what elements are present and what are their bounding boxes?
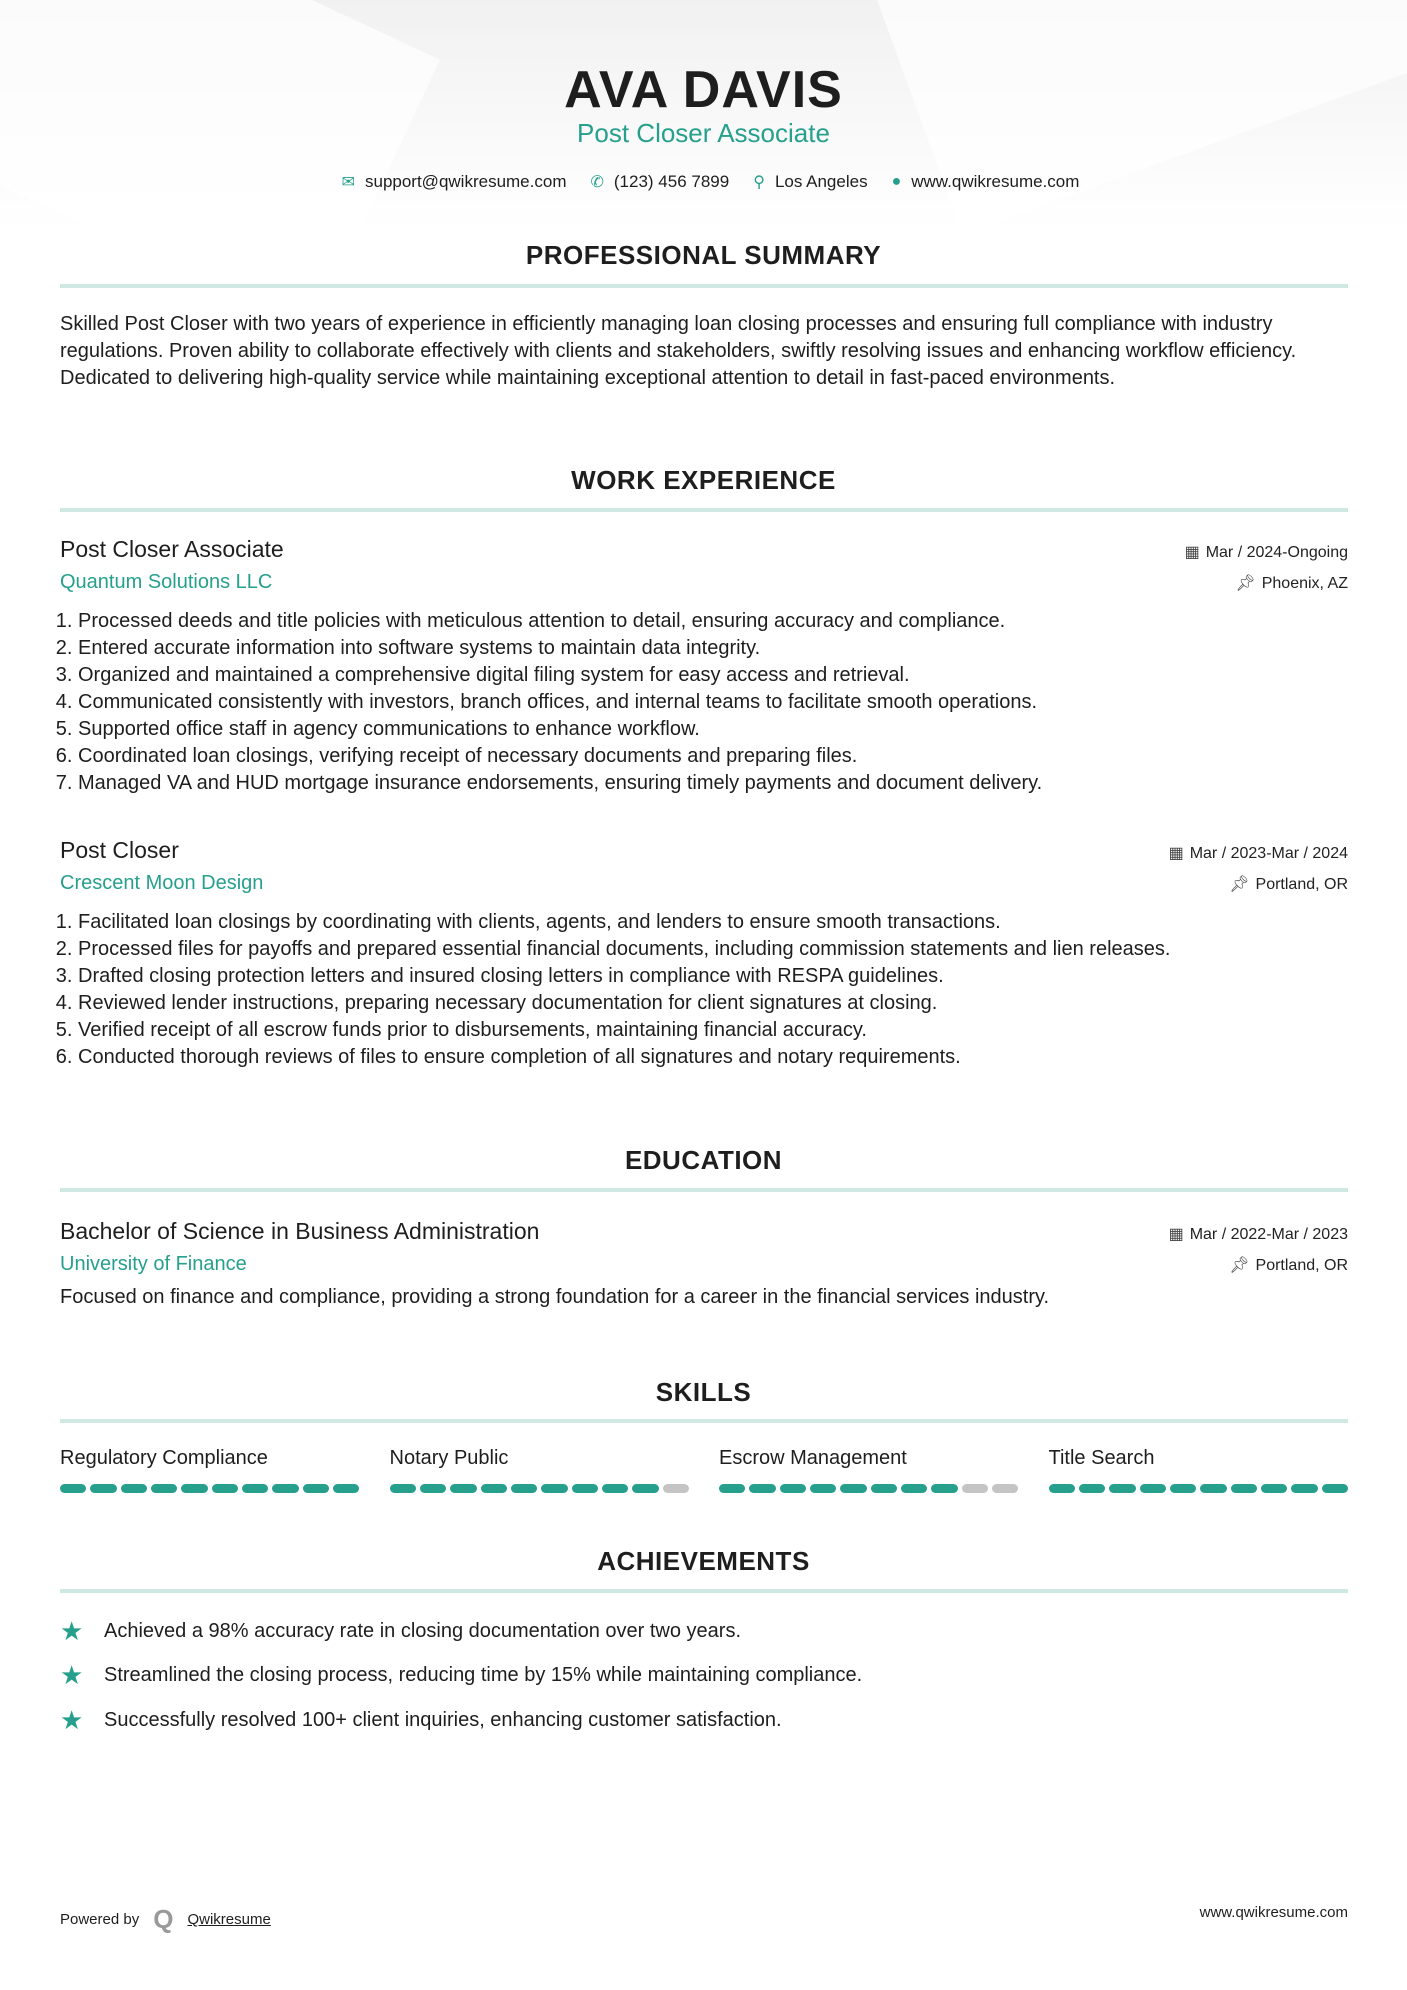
bullet: 4. Reviewed lender instructions, preparing necessary documentation for client signatures at closing.	[78, 990, 1348, 1017]
skill-level-segment	[481, 1484, 507, 1493]
skill-level-segment	[1291, 1484, 1317, 1493]
job-location: Portland, OR	[1255, 876, 1348, 893]
job-location: Phoenix, AZ	[1261, 575, 1348, 592]
star-icon: ★	[60, 1660, 84, 1690]
achievement-text: Successfully resolved 100+ client inquiries, enhancing customer satisfaction.	[104, 1709, 782, 1731]
divider	[60, 1419, 1348, 1423]
footer-powered	[60, 1904, 271, 1935]
skill-item	[719, 1447, 1019, 1493]
candidate-title: Post Closer Associate	[577, 118, 830, 148]
skill-level-segment	[1170, 1484, 1196, 1493]
skill-level-segment	[1231, 1484, 1257, 1493]
company: Crescent Moon Design	[60, 872, 264, 894]
job-bullets	[60, 608, 1348, 797]
skill-item	[1049, 1447, 1349, 1493]
pin-icon: 📌︎	[1235, 575, 1256, 592]
skill-level-bar	[719, 1484, 1019, 1493]
bullet: 1. Facilitated loan closings by coordinating with clients, agents, and lenders to ensure smooth transactions.	[78, 909, 1348, 936]
job-bullets	[60, 909, 1348, 1071]
job-title: Post Closer	[60, 837, 179, 863]
skill-name: Escrow Management	[719, 1447, 907, 1469]
bullet: 5. Verified receipt of all escrow funds prior to disbursements, maintaining financial accuracy.	[78, 1017, 1348, 1044]
skill-level-segment	[390, 1484, 416, 1493]
company: Quantum Solutions LLC	[60, 571, 273, 593]
brand-link[interactable]: Qwikresume	[187, 1911, 271, 1928]
divider	[60, 284, 1348, 288]
divider	[60, 1188, 1348, 1192]
school: University of Finance	[60, 1253, 247, 1275]
calendar-icon: ▦	[1168, 845, 1184, 862]
skill-level-segment	[1322, 1484, 1348, 1493]
achievement-text: Streamlined the closing process, reducing time by 15% while maintaining compliance.	[104, 1664, 863, 1686]
qwikresume-logo-icon: Q	[153, 1904, 174, 1934]
phone: (123) 456 7899	[613, 172, 730, 191]
skill-level-segment	[1261, 1484, 1287, 1493]
calendar-icon: ▦	[1168, 1226, 1184, 1243]
skill-level-segment	[1200, 1484, 1226, 1493]
skill-level-segment	[212, 1484, 238, 1493]
phone-icon: ✆	[590, 174, 604, 191]
skill-level-segment	[663, 1484, 689, 1493]
summary-text: Skilled Post Closer with two years of experience in efficiently managing loan closing processes and ensuring full compliance with industry regulations. Proven ability to collaborate effectively with clients and stakeholders, swiftly resolving issues and enhancing workflow efficiency. Dedicated to delivering high-quality service while maintaining exceptional attention to detail in fast-paced environments.	[60, 313, 1297, 389]
education-location: Portland, OR	[1255, 1257, 1348, 1274]
skill-level-segment	[572, 1484, 598, 1493]
skill-level-segment	[992, 1484, 1018, 1493]
bullet: 2. Entered accurate information into software systems to maintain data integrity.	[78, 635, 1348, 662]
skill-level-bar	[390, 1484, 690, 1493]
skill-level-segment	[181, 1484, 207, 1493]
skill-level-segment	[541, 1484, 567, 1493]
location: Los Angeles	[774, 172, 868, 191]
bullet: 3. Drafted closing protection letters and insured closing letters in compliance with RESPA guidelines.	[78, 963, 1348, 990]
divider	[60, 1589, 1348, 1593]
achievement-item	[60, 1616, 741, 1647]
skill-level-segment	[1079, 1484, 1105, 1493]
job-entry	[60, 837, 1348, 1071]
skill-level-segment	[810, 1484, 836, 1493]
email[interactable]: support@qwikresume.com	[364, 172, 567, 191]
education-entry	[60, 1218, 1348, 1309]
candidate-name: AVA DAVIS	[564, 61, 843, 119]
skill-level-segment	[901, 1484, 927, 1493]
section-heading-summary: PROFESSIONAL SUMMARY	[525, 240, 882, 270]
website[interactable]: www.qwikresume.com	[911, 172, 1080, 191]
bullet: 1. Processed deeds and title policies with meticulous attention to detail, ensuring accuracy and compliance.	[78, 608, 1348, 635]
skill-level-segment	[1109, 1484, 1135, 1493]
divider	[60, 508, 1348, 512]
skill-level-segment	[962, 1484, 988, 1493]
skill-level-segment	[333, 1484, 359, 1493]
bullet: 6. Conducted thorough reviews of files to ensure completion of all signatures and notary requirements.	[78, 1044, 1348, 1071]
bullet: 7. Managed VA and HUD mortgage insurance endorsements, ensuring timely payments and document delivery.	[78, 770, 1348, 797]
skill-level-segment	[242, 1484, 268, 1493]
skill-level-segment	[602, 1484, 628, 1493]
bullet: 2. Processed files for payoffs and prepared essential financial documents, including commission statements and lien releases.	[78, 936, 1348, 963]
skill-level-segment	[60, 1484, 86, 1493]
star-icon: ★	[60, 1705, 84, 1735]
calendar-icon: ▦	[1184, 544, 1200, 561]
powered-by-label: Powered by	[60, 1911, 140, 1928]
contact-bar	[0, 172, 1407, 192]
skill-level-segment	[931, 1484, 957, 1493]
achievement-item	[60, 1705, 782, 1736]
achievement-item	[60, 1660, 862, 1691]
education-dates: Mar / 2022-Mar / 2023	[1189, 1226, 1348, 1243]
skill-name: Title Search	[1048, 1447, 1155, 1469]
skill-item	[390, 1447, 690, 1493]
skill-level-segment	[450, 1484, 476, 1493]
bullet: 6. Coordinated loan closings, verifying receipt of necessary documents and preparing files.	[78, 743, 1348, 770]
bullet: 4. Communicated consistently with investors, branch offices, and internal teams to facilitate smooth operations.	[78, 689, 1348, 716]
skill-item	[60, 1447, 360, 1493]
skill-level-segment	[719, 1484, 745, 1493]
skill-level-segment	[121, 1484, 147, 1493]
achievement-text: Achieved a 98% accuracy rate in closing documentation over two years.	[104, 1620, 742, 1642]
star-icon: ★	[60, 1616, 84, 1646]
pin-icon: 📌︎	[1229, 1257, 1250, 1274]
skill-level-segment	[749, 1484, 775, 1493]
skill-level-segment	[780, 1484, 806, 1493]
skill-level-segment	[871, 1484, 897, 1493]
skill-level-segment	[272, 1484, 298, 1493]
job-entry	[60, 536, 1348, 797]
job-dates: Mar / 2023-Mar / 2024	[1189, 845, 1348, 862]
skills-list	[60, 1447, 1348, 1493]
skill-level-segment	[511, 1484, 537, 1493]
location-pin-icon: ⚲	[753, 174, 765, 191]
pin-icon: 📌︎	[1229, 876, 1250, 893]
job-dates: Mar / 2024-Ongoing	[1205, 544, 1348, 561]
skill-level-segment	[90, 1484, 116, 1493]
skill-name: Notary Public	[389, 1447, 509, 1469]
skill-level-segment	[840, 1484, 866, 1493]
footer-website[interactable]: www.qwikresume.com	[1199, 1904, 1348, 1921]
bullet: 5. Supported office staff in agency communications to enhance workflow.	[78, 716, 1348, 743]
bullet: 3. Organized and maintained a comprehensive digital filing system for easy access and retrieval.	[78, 662, 1348, 689]
globe-icon: ●	[891, 173, 902, 190]
section-heading-skills: SKILLS	[655, 1377, 752, 1407]
skill-level-segment	[1049, 1484, 1075, 1493]
skill-level-segment	[1140, 1484, 1166, 1493]
section-heading-achievements: ACHIEVEMENTS	[597, 1546, 810, 1576]
section-heading-experience: WORK EXPERIENCE	[571, 465, 836, 495]
education-description: Focused on finance and compliance, providing a strong foundation for a career in the financial services industry.	[60, 1286, 1050, 1308]
skill-level-segment	[151, 1484, 177, 1493]
job-title: Post Closer Associate	[60, 536, 284, 562]
skill-level-bar	[60, 1484, 360, 1493]
skill-level-bar	[1049, 1484, 1349, 1493]
skill-level-segment	[303, 1484, 329, 1493]
email-icon: ✉	[341, 174, 355, 191]
skill-name: Regulatory Compliance	[60, 1447, 268, 1469]
section-heading-education: EDUCATION	[624, 1145, 783, 1175]
degree: Bachelor of Science in Business Administration	[60, 1218, 540, 1244]
skill-level-segment	[420, 1484, 446, 1493]
skill-level-segment	[632, 1484, 658, 1493]
